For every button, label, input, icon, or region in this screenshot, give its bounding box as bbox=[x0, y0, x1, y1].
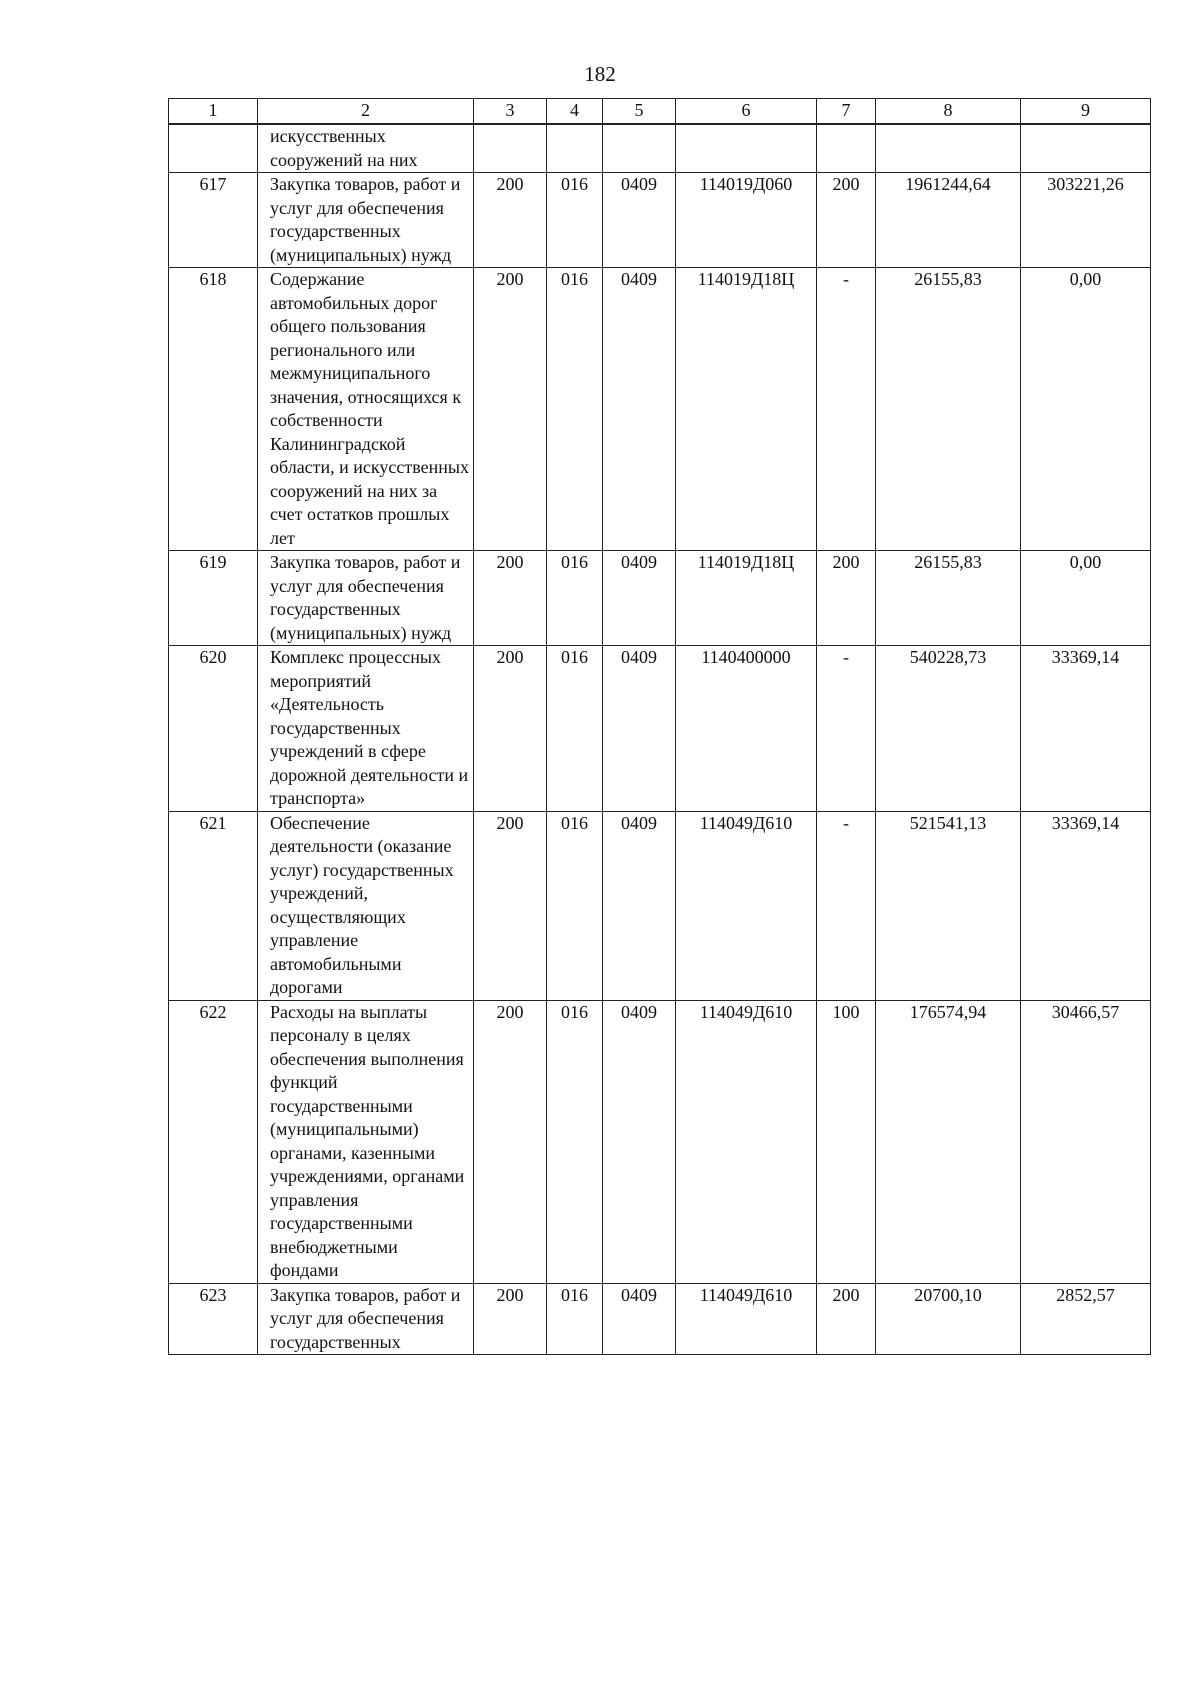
row-description: Закупка товаров, работ и услуг для обеспечения государственных (муниципальных) нужд bbox=[258, 173, 474, 268]
row-code-col4 bbox=[547, 124, 603, 173]
row-description: Закупка товаров, работ и услуг для обеспечения государственных bbox=[258, 1283, 474, 1355]
row-code-col3: 200 bbox=[474, 551, 547, 646]
row-code-col7: - bbox=[817, 268, 876, 551]
row-code-col7: - bbox=[817, 646, 876, 812]
row-amount-col8: 540228,73 bbox=[876, 646, 1021, 812]
row-code-col4: 016 bbox=[547, 811, 603, 1000]
column-header: 3 bbox=[474, 99, 547, 125]
row-code-col7: 200 bbox=[817, 1283, 876, 1355]
row-code-col4: 016 bbox=[547, 1000, 603, 1283]
row-code-col3: 200 bbox=[474, 173, 547, 268]
row-code-col4: 016 bbox=[547, 1283, 603, 1355]
row-amount-col8: 26155,83 bbox=[876, 551, 1021, 646]
column-header: 8 bbox=[876, 99, 1021, 125]
row-amount-col8: 1961244,64 bbox=[876, 173, 1021, 268]
row-code-col3: 200 bbox=[474, 268, 547, 551]
column-header: 5 bbox=[603, 99, 676, 125]
row-code-col5 bbox=[603, 124, 676, 173]
row-number: 620 bbox=[169, 646, 258, 812]
row-code-col6 bbox=[676, 124, 817, 173]
row-description: Расходы на выплаты персоналу в целях обеспечения выполнения функций государственными (муниципальными) органами, казенными учреждениями, органами управления государственными внебюджетными фондами bbox=[258, 1000, 474, 1283]
row-code-col7: 200 bbox=[817, 551, 876, 646]
column-header: 6 bbox=[676, 99, 817, 125]
row-code-col4: 016 bbox=[547, 551, 603, 646]
row-amount-col8: 26155,83 bbox=[876, 268, 1021, 551]
row-number: 622 bbox=[169, 1000, 258, 1283]
row-number: 623 bbox=[169, 1283, 258, 1355]
row-amount-col9: 33369,14 bbox=[1021, 811, 1151, 1000]
row-code-col6: 114049Д610 bbox=[676, 1000, 817, 1283]
page-number: 182 bbox=[584, 62, 616, 86]
row-number bbox=[169, 124, 258, 173]
table-header-row bbox=[169, 99, 1151, 125]
row-code-col5: 0409 bbox=[603, 173, 676, 268]
row-amount-col9: 0,00 bbox=[1021, 551, 1151, 646]
row-code-col7: 200 bbox=[817, 173, 876, 268]
table-row bbox=[169, 1000, 1151, 1283]
table-row bbox=[169, 124, 1151, 173]
row-code-col6: 114049Д610 bbox=[676, 811, 817, 1000]
row-code-col3: 200 bbox=[474, 1283, 547, 1355]
row-code-col5: 0409 bbox=[603, 811, 676, 1000]
row-amount-col9: 30466,57 bbox=[1021, 1000, 1151, 1283]
row-amount-col8: 176574,94 bbox=[876, 1000, 1021, 1283]
row-code-col5: 0409 bbox=[603, 268, 676, 551]
row-amount-col9: 2852,57 bbox=[1021, 1283, 1151, 1355]
column-header: 4 bbox=[547, 99, 603, 125]
row-number: 621 bbox=[169, 811, 258, 1000]
table-row bbox=[169, 811, 1151, 1000]
table-row bbox=[169, 1283, 1151, 1355]
row-description: Комплекс процессных мероприятий «Деятельность государственных учреждений в сфере дорожной деятельности и транспорта» bbox=[258, 646, 474, 812]
row-amount-col9 bbox=[1021, 124, 1151, 173]
row-description: Обеспечение деятельности (оказание услуг) государственных учреждений, осуществляющих управление автомобильными дорогами bbox=[258, 811, 474, 1000]
table-row bbox=[169, 551, 1151, 646]
row-code-col6: 114019Д18Ц bbox=[676, 551, 817, 646]
row-amount-col9: 303221,26 bbox=[1021, 173, 1151, 268]
row-code-col6: 114019Д060 bbox=[676, 173, 817, 268]
row-code-col6: 114019Д18Ц bbox=[676, 268, 817, 551]
row-number: 617 bbox=[169, 173, 258, 268]
row-code-col5: 0409 bbox=[603, 1283, 676, 1355]
row-amount-col8 bbox=[876, 124, 1021, 173]
column-header: 9 bbox=[1021, 99, 1151, 125]
row-number: 618 bbox=[169, 268, 258, 551]
row-code-col6: 1140400000 bbox=[676, 646, 817, 812]
row-amount-col9: 0,00 bbox=[1021, 268, 1151, 551]
row-code-col7: - bbox=[817, 811, 876, 1000]
row-description: искусственных сооружений на них bbox=[258, 124, 474, 173]
row-code-col3 bbox=[474, 124, 547, 173]
column-header: 7 bbox=[817, 99, 876, 125]
row-amount-col8: 521541,13 bbox=[876, 811, 1021, 1000]
row-code-col5: 0409 bbox=[603, 551, 676, 646]
row-code-col4: 016 bbox=[547, 268, 603, 551]
column-header: 2 bbox=[258, 99, 474, 125]
row-code-col4: 016 bbox=[547, 646, 603, 812]
budget-table bbox=[168, 98, 1151, 1355]
row-description: Закупка товаров, работ и услуг для обеспечения государственных (муниципальных) нужд bbox=[258, 551, 474, 646]
row-number: 619 bbox=[169, 551, 258, 646]
row-code-col5: 0409 bbox=[603, 646, 676, 812]
row-code-col7 bbox=[817, 124, 876, 173]
row-description: Содержание автомобильных дорог общего пользования регионального или межмуниципального значения, относящихся к собственности Калининградской области, и искусственных сооружений на них за счет остатков прошлых лет bbox=[258, 268, 474, 551]
row-amount-col9: 33369,14 bbox=[1021, 646, 1151, 812]
table-row bbox=[169, 173, 1151, 268]
row-code-col4: 016 bbox=[547, 173, 603, 268]
column-header: 1 bbox=[169, 99, 258, 125]
table-row bbox=[169, 646, 1151, 812]
table-row bbox=[169, 268, 1151, 551]
row-amount-col8: 20700,10 bbox=[876, 1283, 1021, 1355]
row-code-col6: 114049Д610 bbox=[676, 1283, 817, 1355]
row-code-col3: 200 bbox=[474, 811, 547, 1000]
row-code-col3: 200 bbox=[474, 1000, 547, 1283]
row-code-col3: 200 bbox=[474, 646, 547, 812]
row-code-col5: 0409 bbox=[603, 1000, 676, 1283]
row-code-col7: 100 bbox=[817, 1000, 876, 1283]
